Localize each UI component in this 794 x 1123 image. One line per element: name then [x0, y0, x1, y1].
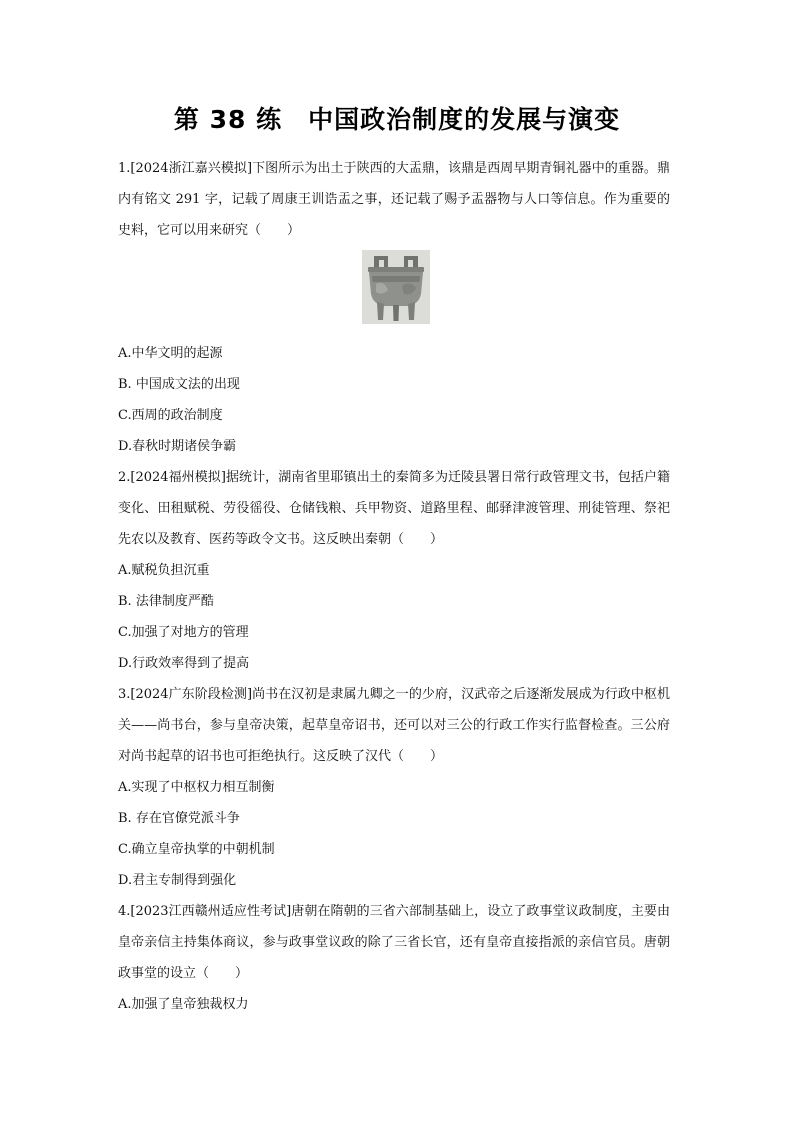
- option-d: D.君主专制得到强化: [118, 873, 237, 888]
- question-4: [118, 896, 670, 1020]
- question-stem: 3.[2024广东阶段检测]尚书在汉初是隶属九卿之一的少府，汉武帝之后逐渐发展成为行政中枢机关——尚书台，参与皇帝决策，起草皇帝诏书，还可以对三公的行政工作实行监督检查。三公府对尚书起草的诏书也可拒绝执行。这反映了汉代（ ）: [118, 687, 670, 764]
- option-a: A.赋税负担沉重: [118, 563, 210, 578]
- question-list: [118, 153, 670, 1020]
- question-3: [118, 679, 670, 896]
- option-d: D.行政效率得到了提高: [118, 656, 250, 671]
- option-c: C.确立皇帝执掌的中朝机制: [118, 842, 275, 857]
- question-stem: 2.[2024福州模拟]据统计，湖南省里耶镇出土的秦简多为迁陵县署日常行政管理文书，包括户籍变化、田租赋税、劳役徭役、仓储钱粮、兵甲物资、道路里程、邮驿津渡管理、刑徒管理、祭祀先农以及教育、医药等政令文书。这反映出秦朝（ ）: [118, 470, 670, 547]
- option-a: A.中华文明的起源: [118, 346, 223, 361]
- option-d: D.春秋时期诸侯争霸: [118, 439, 237, 454]
- option-b: B. 法律制度严酷: [118, 594, 214, 609]
- option-a: A.实现了中枢权力相互制衡: [118, 780, 275, 795]
- bronze-ding-icon: [362, 250, 430, 324]
- question-figure: [118, 250, 670, 332]
- question-stem: 1.[2024浙江嘉兴模拟]下图所示为出土于陕西的大盂鼎，该鼎是西周早期青铜礼器中的重器。鼎内有铭文 291 字，记载了周康王训诰盂之事，还记载了赐予盂器物与人口等信息。作为重要的史料，它可以用来研究（ ）: [118, 161, 670, 238]
- option-c: C.西周的政治制度: [118, 408, 223, 423]
- option-a: A.加强了皇帝独裁权力: [118, 997, 249, 1012]
- question-stem: 4.[2023江西赣州适应性考试]唐朝在隋朝的三省六部制基础上，设立了政事堂议政制度，主要由皇帝亲信主持集体商议，参与政事堂议政的除了三省长官，还有皇帝直接指派的亲信官员。唐朝政事堂的设立（ ）: [118, 904, 670, 981]
- option-c: C.加强了对地方的管理: [118, 625, 249, 640]
- option-b: B. 中国成文法的出现: [118, 377, 240, 392]
- page-title: 第 38 练 中国政治制度的发展与演变: [173, 105, 621, 134]
- option-b: B. 存在官僚党派斗争: [118, 811, 240, 826]
- question-2: [118, 462, 670, 679]
- question-1: [118, 153, 670, 462]
